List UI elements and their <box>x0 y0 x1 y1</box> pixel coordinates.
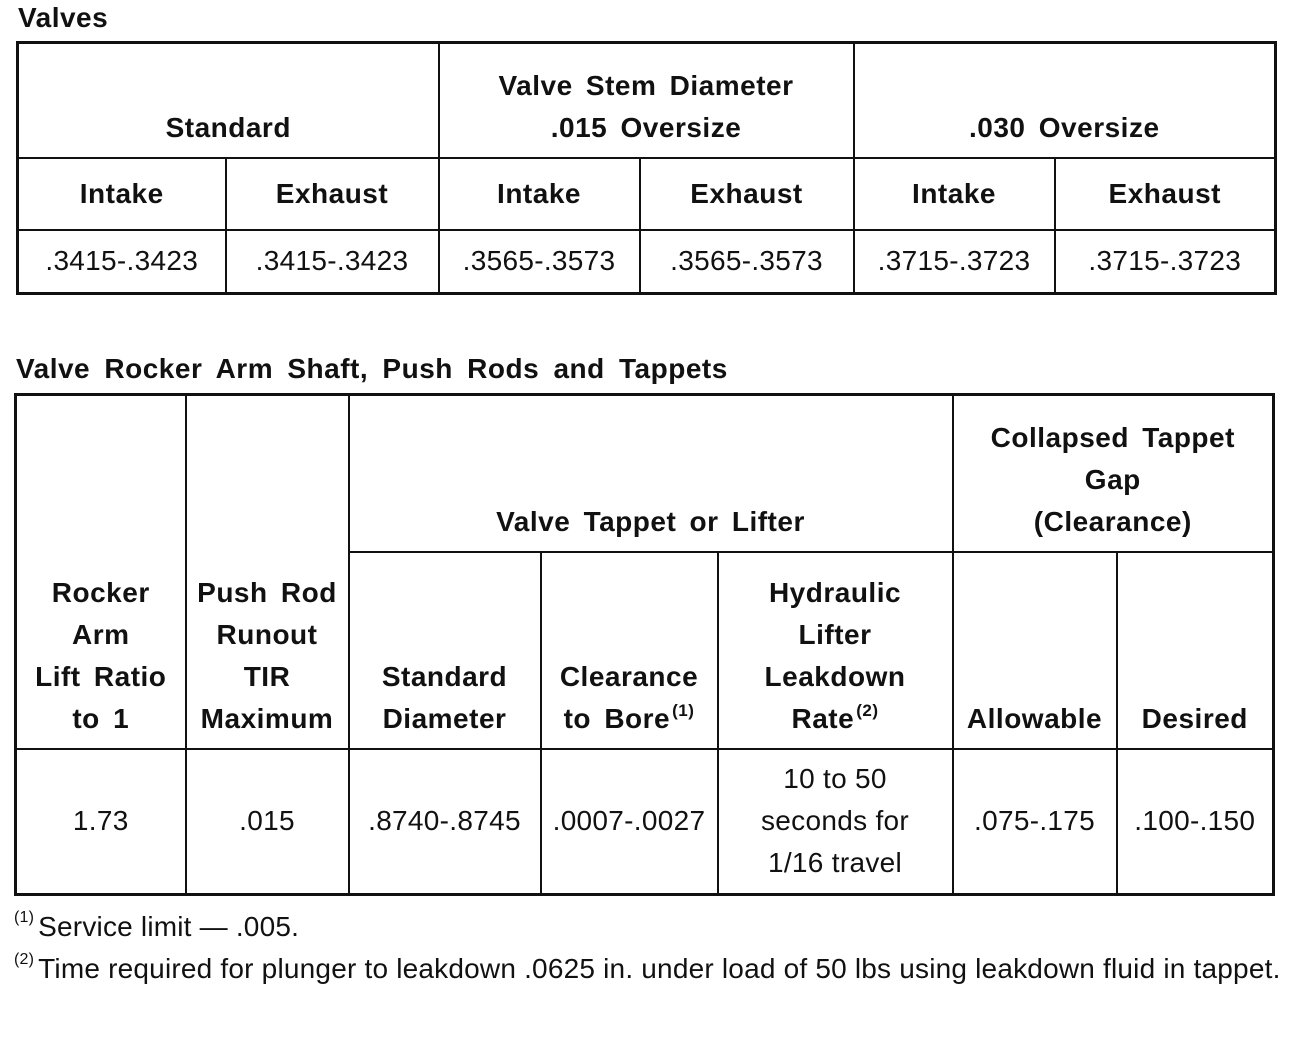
value-cell: .3715-.3723 <box>854 230 1055 294</box>
footnote-mark: (2) <box>14 951 35 968</box>
header-line <box>719 698 952 740</box>
header-line: Maximum <box>200 702 334 734</box>
subheader-intake: Intake <box>854 158 1055 230</box>
value-line: seconds for <box>760 805 910 837</box>
subheader-intake: Intake <box>439 158 640 230</box>
header-line: to 1 <box>72 702 130 734</box>
header-desired: Desired <box>1117 552 1274 749</box>
header-015-line1: Valve Stem Diameter <box>498 69 794 101</box>
subheader-intake: Intake <box>18 158 226 230</box>
subheader-exhaust: Exhaust <box>640 158 854 230</box>
header-rocker-ratio <box>16 395 186 749</box>
header-line: Collapsed Tappet <box>990 421 1235 453</box>
header-line: Hydraulic <box>768 576 902 608</box>
footnote-text: Time required for plunger to leakdown .0625 in. under load of 50 lbs using leakdown fluid in tappet. <box>38 953 1281 984</box>
header-line: Arm <box>71 618 130 650</box>
header-pushrod-runout <box>186 395 349 749</box>
header-line: Lifter <box>798 618 872 650</box>
subheader-exhaust: Exhaust <box>226 158 439 230</box>
header-015-line2: .015 Oversize <box>550 111 742 143</box>
header-collapsed-gap <box>953 395 1274 552</box>
footnote-2 <box>14 948 1308 990</box>
value-leakdown <box>718 749 953 895</box>
header-allowable: Allowable <box>953 552 1117 749</box>
header-line: Push Rod <box>197 576 337 608</box>
value-desired: .100-.150 <box>1117 749 1274 895</box>
value-rocker-ratio: 1.73 <box>16 749 186 895</box>
value-cell: .3415-.3423 <box>226 230 439 294</box>
header-line: (Clearance) <box>1033 505 1192 537</box>
header-clearance-to-bore <box>541 552 718 749</box>
value-cell: .3565-.3573 <box>439 230 640 294</box>
value-clearance: .0007-.0027 <box>541 749 718 895</box>
footnote-1 <box>14 906 299 948</box>
header-line: Gap <box>1084 463 1141 495</box>
header-line: TIR <box>243 660 291 692</box>
value-cell: .3565-.3573 <box>640 230 854 294</box>
valves-title: Valves <box>18 2 109 33</box>
value-allowable: .075-.175 <box>953 749 1117 895</box>
header-line <box>542 698 717 740</box>
header-line: Rocker <box>51 576 150 608</box>
header-line: Standard <box>381 660 508 692</box>
rocker-title: Valve Rocker Arm Shaft, Push Rods and Tappets <box>16 353 728 384</box>
header-015-oversize <box>439 43 854 158</box>
header-standard-diameter <box>349 552 541 749</box>
header-standard: Standard <box>18 43 439 158</box>
valves-table <box>16 41 1277 295</box>
value-cell: .3715-.3723 <box>1055 230 1276 294</box>
rocker-table <box>14 393 1275 896</box>
header-valve-tappet: Valve Tappet or Lifter <box>349 395 953 552</box>
value-standard-diameter: .8740-.8745 <box>349 749 541 895</box>
header-line: Diameter <box>382 702 507 734</box>
footnote-mark: (1) <box>14 909 35 926</box>
footnote-text: Service limit — .005. <box>38 911 300 942</box>
header-line: Leakdown <box>764 660 906 692</box>
footnote-ref: (2) <box>856 700 879 720</box>
footnote-ref: (1) <box>672 700 695 720</box>
value-line: 1/16 travel <box>767 847 903 879</box>
header-line: Lift Ratio <box>35 660 167 692</box>
header-text: Rate <box>791 702 855 734</box>
header-030-oversize: .030 Oversize <box>854 43 1276 158</box>
header-line: Runout <box>216 618 318 650</box>
value-pushrod-runout: .015 <box>186 749 349 895</box>
header-text: to Bore <box>563 702 671 734</box>
value-line: 10 to 50 <box>783 763 887 795</box>
header-line: Clearance <box>559 660 699 692</box>
subheader-exhaust: Exhaust <box>1055 158 1276 230</box>
value-cell: .3415-.3423 <box>18 230 226 294</box>
header-hydraulic-leakdown <box>718 552 953 749</box>
